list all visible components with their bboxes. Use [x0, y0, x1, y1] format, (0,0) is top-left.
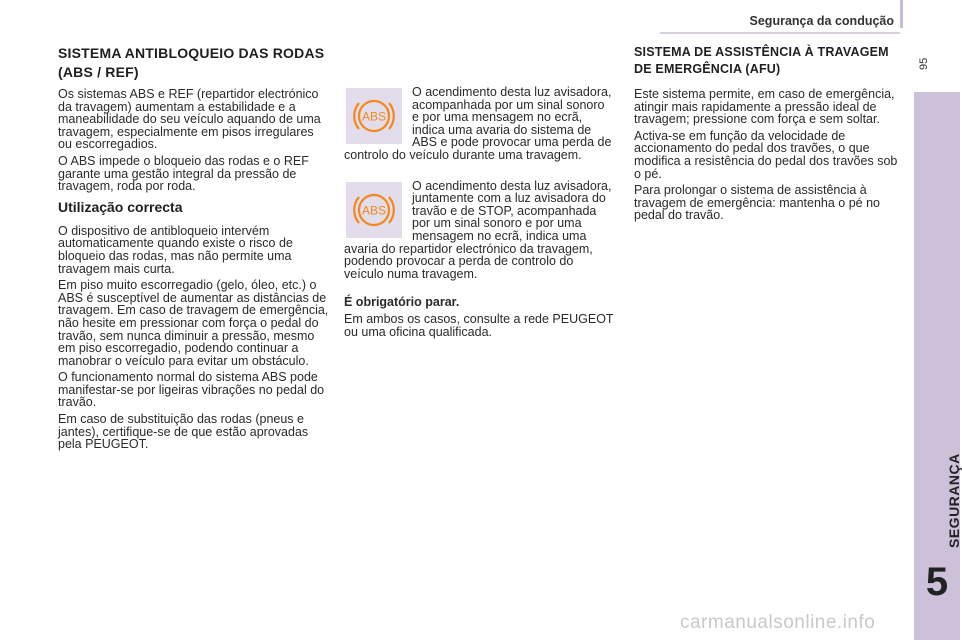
- header-title: Segurança da condução: [749, 14, 894, 28]
- abs-warning-block: [344, 86, 614, 162]
- afu-section-title: SISTEMA DE ASSISTÊNCIA À TRAVAGEM DE EMERGÊNCIA (AFU): [634, 45, 889, 76]
- header-divider: [660, 32, 900, 34]
- sidebar-tick: [900, 0, 903, 28]
- usage-paragraph: O funcionamento normal do sistema ABS pode manifestar-se por ligeiras vibrações no pedal do travão.: [58, 370, 325, 410]
- abs-warning-icon: [346, 182, 402, 238]
- svg-text:ABS: ABS: [361, 109, 387, 124]
- afu-paragraph: Activa-se em função da velocidade de accionamento do pedal dos travões, o que modifica a resistência do pedal dos travões sob o pé.: [634, 128, 898, 181]
- usage-title: Utilização correcta: [58, 198, 183, 215]
- ref-warning-text: O acendimento desta luz avisadora, juntamente com a luz avisadora do travão e de STOP, acompanhada por um sinal sonoro e por uma mensagem no ecrã, indica uma avaria do repartidor electrónico da travagem, podendo provocar a perda de controlo do veículo numa travagem.: [344, 178, 612, 281]
- chapter-sidebar: [914, 92, 960, 640]
- usage-paragraph: O dispositivo de antibloqueio intervém automaticamente quando existe o risco de bloqueio das rodas, mas não permite uma travagem mais curta.: [58, 223, 293, 276]
- usage-paragraph: Em piso muito escorregadio (gelo, óleo, etc.) o ABS é susceptível de aumentar as distâncias de travagem. Em caso de travagem de emergência, não hesite em pressionar com força o pedal do travão, sem nunca diminuir a pressão, mesmo em piso escorregadio, podendo continuar a manobrar o veículo para evitar um obstáculo.: [58, 278, 329, 368]
- svg-text:ABS: ABS: [361, 203, 387, 218]
- mandatory-text: Em ambos os casos, consulte a rede PEUGEOT ou uma oficina qualificada.: [344, 311, 614, 339]
- afu-paragraph: Para prolongar o sistema de assistência à travagem de emergência: mantenha o pé no pedal do travão.: [634, 183, 880, 223]
- watermark: carmanualsonline.info: [680, 612, 876, 633]
- abs-column: [58, 44, 330, 455]
- section-label: SEGURANÇA: [946, 453, 962, 548]
- afu-column: [634, 44, 906, 226]
- mandatory-stop: É obrigatório parar.: [344, 295, 460, 310]
- warnings-column: [344, 86, 614, 342]
- abs-warning-text: O acendimento desta luz avisadora, acompanhada por um sinal sonoro e por uma mensagem no ecrã, indica uma avaria do sistema de ABS e pode provocar uma perda de controlo do veículo durante uma travagem.: [344, 85, 612, 162]
- usage-paragraph: Em caso de substituição das rodas (pneus e jantes), certifique-se de que estão aprovadas pela PEUGEOT.: [58, 412, 309, 452]
- chapter-number: 5: [925, 560, 949, 604]
- ref-warning-block: [344, 180, 614, 281]
- abs-paragraph: Os sistemas ABS e REF (repartidor electrónico da travagem) aumentam a estabilidade e a maneabilidade do seu veículo aquando de uma travagem, especialmente em pisos irregulares ou escorregadios.: [58, 87, 321, 152]
- abs-section-title: SISTEMA ANTIBLOQUEIO DAS RODAS (ABS / REF): [58, 45, 325, 80]
- afu-paragraph: Este sistema permite, em caso de emergência, atingir mais rapidamente a pressão ideal de travagem; pressione com força e sem soltar.: [634, 87, 895, 127]
- abs-paragraph: O ABS impede o bloqueio das rodas e o REF garante uma gestão integral da pressão de travagem, roda por roda.: [58, 153, 309, 194]
- abs-warning-icon: [346, 88, 402, 144]
- page-number: 95: [918, 57, 930, 70]
